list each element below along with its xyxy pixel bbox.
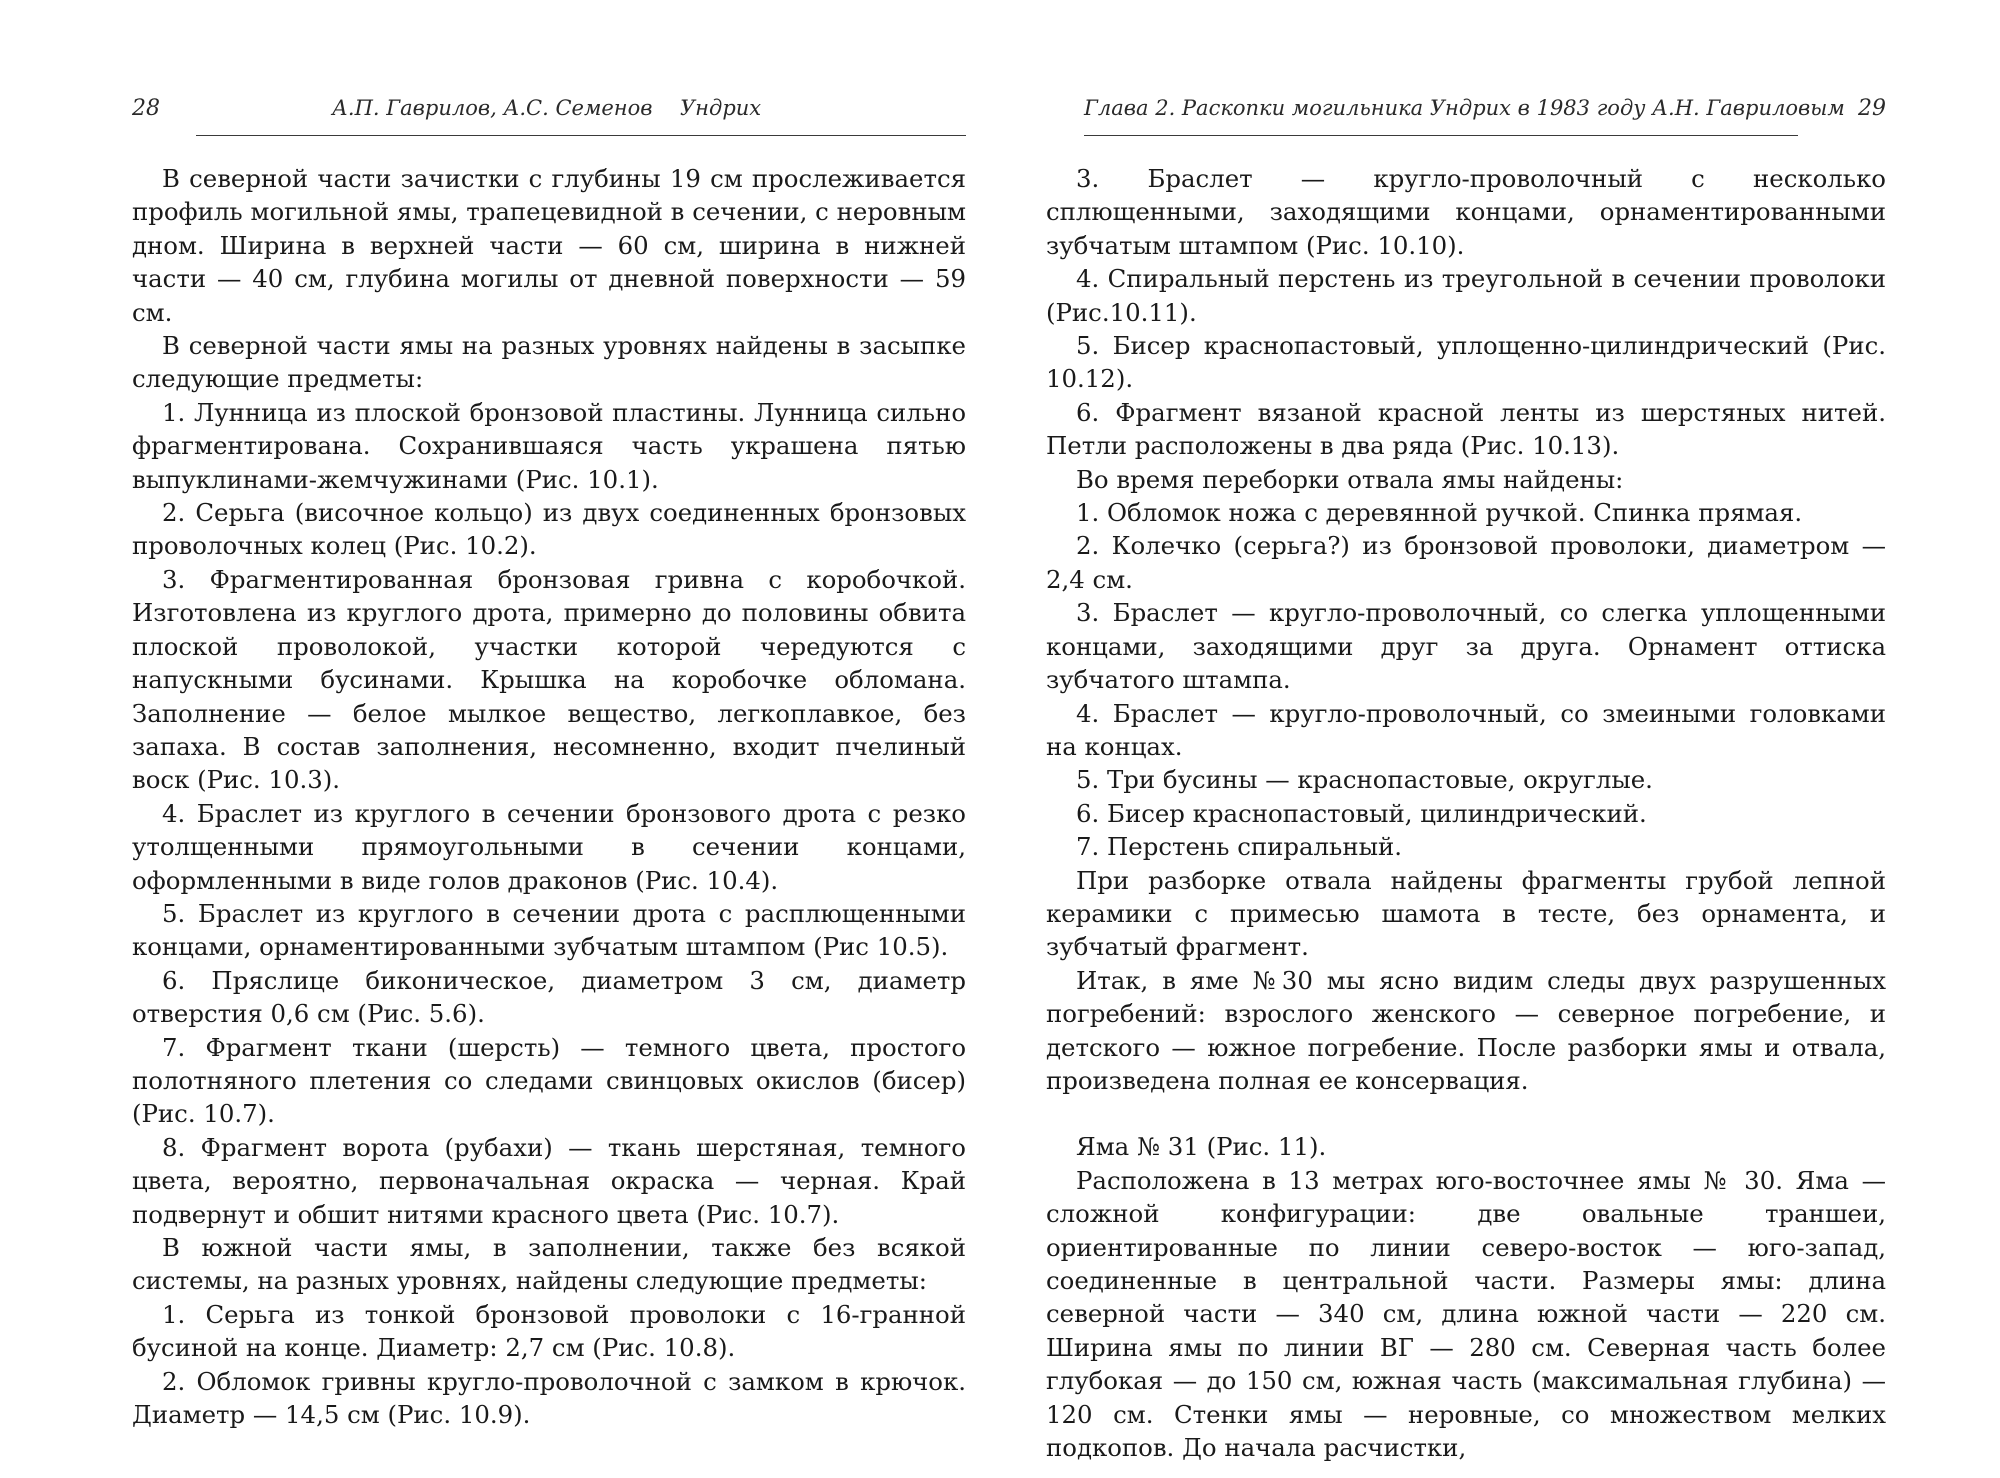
list-item: 3. Браслет — кругло-проволочный с несколько сплющенными, заходящими концами, орнаментированными зубчатым штампом (Рис. 10.10).	[1046, 164, 1886, 260]
list-item: 5. Бисер краснопастовый, уплощенно-цилиндрический (Рис. 10.12).	[1046, 331, 1886, 394]
left-header-rule	[196, 135, 966, 136]
list-item: 2. Серьга (височное кольцо) из двух соединенных бронзовых проволочных колец (Рис. 10.2).	[132, 498, 966, 561]
list-item: 7. Фрагмент ткани (шерсть) — темного цвета, простого полотняного плетения со следами свинцовых окислов (бисер) (Рис. 10.7).	[132, 1032, 966, 1129]
list-item: 8. Фрагмент ворота (рубахи) — ткань шерстяная, темного цвета, вероятно, первоначальная окраска — черная. Край подвернут и обшит нитями красного цвета (Рис. 10.7).	[132, 1132, 966, 1229]
list-item: 4. Браслет из круглого в сечении бронзового дрота с резко утолщенными прямоугольными в сечении концами, оформленными в виде голов драконов (Рис. 10.4).	[132, 798, 966, 895]
list-item: 6. Бисер краснопастовый, цилиндрический.	[1076, 798, 1647, 828]
header-book-title: Ундрих	[680, 96, 762, 120]
paragraph: Расположена в 13 метрах юго-восточнее ямы № 30. Яма — сложной конфигурации: две овальные траншеи, ориентированные по линии северо-восток — юго-запад, соединенные в центральной части. Размеры ямы: длина северной части — 340 см, длина южной части — 220 см. Ширина ямы по линии ВГ — 280 см. Северная часть более глубокая — до 150 см, южная часть (максимальная глубина) — 120 см. Стенки ямы — неровные, со множеством мелких подкопов. До начала расчистки,	[1046, 1165, 1886, 1463]
list-item: 4. Спиральный перстень из треугольной в сечении проволоки (Рис.10.11).	[1046, 264, 1886, 327]
right-running-head	[1062, 96, 1886, 130]
list-item: 1. Серьга из тонкой бронзовой проволоки с 16-гранной бусиной на конце. Диаметр: 2,7 см (Рис. 10.8).	[132, 1299, 966, 1363]
left-running-head	[132, 96, 966, 130]
list-item: 4. Браслет — кругло-проволочный, со змеиными головками на концах.	[1046, 698, 1886, 761]
header-authors: А.П. Гаврилов, А.С. Семенов	[332, 96, 653, 120]
paragraph: Во время переборки отвала ямы найдены:	[1076, 464, 1624, 494]
left-body-text	[132, 162, 966, 1431]
right-body-text	[1046, 162, 1886, 1464]
paragraph: В северной части зачистки с глубины 19 см прослеживается профиль могильной ямы, трапецевидной в сечении, с неровным дном. Ширина в верхней части — 60 см, ширина в нижней части — 40 см, глубина могилы от дневной поверхности — 59 см.	[132, 164, 966, 327]
paragraph: При разборке отвала найдены фрагменты грубой лепной керамики с примесью шамота в тесте, без орнамента, и зубчатый фрагмент.	[1046, 865, 1886, 962]
list-item: 5. Браслет из круглого в сечении дрота с расплющенными концами, орнаментированными зубчатым штампом (Рис 10.5).	[132, 898, 966, 962]
right-page-number: 29	[1858, 96, 1886, 121]
list-item: 6. Фрагмент вязаной красной ленты из шерстяных нитей. Петли расположены в два ряда (Рис. 10.13).	[1046, 397, 1886, 461]
paragraph: В южной части ямы, в заполнении, также без всякой системы, на разных уровнях, найдены следующие предметы:	[132, 1233, 966, 1296]
list-item: 2. Обломок гривны кругло-проволочной с замком в крючок. Диаметр — 14,5 см (Рис. 10.9).	[132, 1366, 966, 1430]
list-item: 1. Обломок ножа с деревянной ручкой. Спинка прямая.	[1076, 498, 1803, 528]
list-item: 3. Фрагментированная бронзовая гривна с коробочкой. Изготовлена из круглого дрота, примерно до половины обвита плоской проволокой, участки которой чередуются с напускными бусинами. Крышка на коробочке обломана. Заполнение — белое мылкое вещество, легкоплавкое, без запаха. В состав заполнения, несомненно, входит пчелиный воск (Рис. 10.3).	[132, 564, 966, 795]
list-item: 1. Лунница из плоской бронзовой пластины. Лунница сильно фрагментирована. Сохранившаяся часть украшена пятью выпуклинами-жемчужинами (Рис. 10.1).	[132, 397, 966, 494]
right-page	[1000, 0, 2000, 1478]
paragraph: Итак, в яме №30 мы ясно видим следы двух разрушенных погребений: взрослого женского — северное погребение, и детского — южное погребение. После разборки ямы и отвала, произведена полная ее консервация.	[1046, 965, 1886, 1095]
list-item: 7. Перстень спиральный.	[1076, 832, 1402, 862]
header-chapter-title: Глава 2. Раскопки могильника Ундрих в 1983 году А.Н. Гавриловым	[1084, 96, 1845, 120]
list-item: 2. Колечко (серьга?) из бронзовой проволоки, диаметром — 2,4 см.	[1046, 531, 1886, 594]
right-header-rule	[1084, 135, 1798, 136]
section-heading: Яма № 31 (Рис. 11).	[1076, 1132, 1327, 1162]
list-item: 6. Пряслице биконическое, диаметром 3 см, диаметр отверстия 0,6 см (Рис. 5.6).	[132, 965, 966, 1029]
list-item: 5. Три бусины — краснопастовые, округлые.	[1076, 765, 1653, 795]
list-item: 3. Браслет — кругло-проволочный, со слегка уплощенными концами, заходящими друг за друга. Орнамент оттиска зубчатого штампа.	[1046, 598, 1886, 695]
left-page-number: 28	[132, 96, 160, 121]
paragraph: В северной части ямы на разных уровнях найдены в засыпке следующие предметы:	[132, 331, 966, 394]
